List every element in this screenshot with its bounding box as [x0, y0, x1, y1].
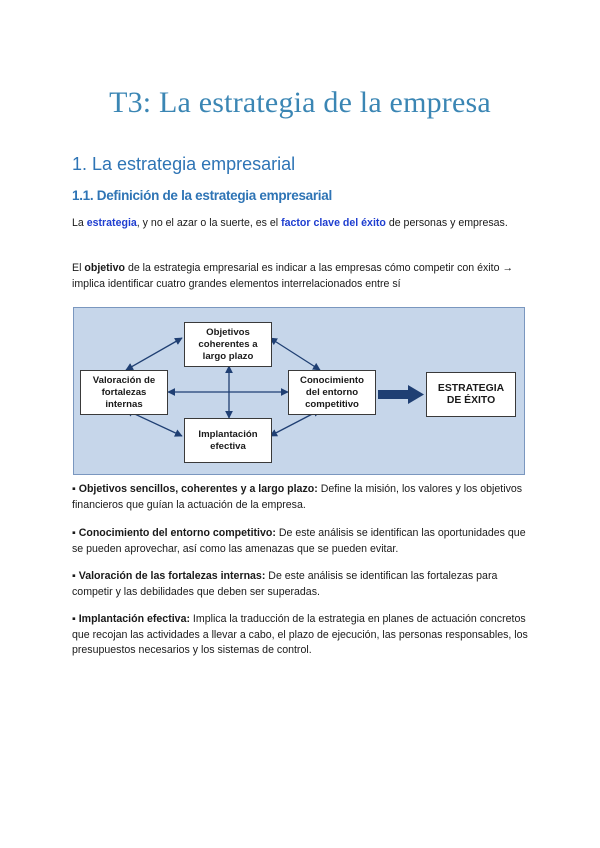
box-implementation: Implantación efectiva: [184, 418, 272, 463]
subsection-heading: 1.1. Definición de la estrategia empresarial: [72, 188, 332, 203]
bullet-title: Conocimiento del entorno competitivo:: [78, 527, 276, 539]
intro-text-1: La: [72, 217, 87, 229]
intro-highlight-strategy: estrategia: [86, 217, 137, 229]
intro-highlight-key-factor: factor clave del éxito: [281, 217, 386, 229]
objective-bold: objetivo: [84, 262, 125, 274]
page-title: T3: La estrategia de la empresa: [109, 86, 491, 119]
bullet-marker: ▪: [72, 613, 76, 625]
bullet-strengths: [72, 569, 538, 600]
objective-text-2: de la estrategia empresarial es indicar a las empresas cómo competir con éxito → implica identificar cuatro grandes elementos interrelacionados entre sí: [72, 262, 514, 290]
bullet-text: Implica la traducción de la estrategia en planes de actuación concretos que recojan las actividades a llevar a cabo, el plazo de ejecución, las personas responsables, los presupuestos necesarios y los sistemas de control.: [72, 613, 528, 656]
strategy-diagram: [73, 307, 525, 475]
bullet-text: Define la misión, los valores y los objetivos financieros que guían la actuación de la empresa.: [72, 483, 523, 511]
box-environment: Conocimiento del entorno competitivo: [288, 370, 376, 415]
bullet-environment: [72, 526, 538, 557]
intro-text-2: , y no el azar o la suerte, es el: [136, 217, 282, 229]
bullet-text: De este análisis se identifican las oportunidades que se pueden aprovechar, así como las amenazas que se pueden evitar.: [72, 527, 526, 555]
box-strengths: Valoración de fortalezas internas: [80, 370, 168, 415]
objective-paragraph: [72, 261, 538, 292]
bullet-text: De este análisis se identifican las fortalezas para competir y las debilidades que deben ser superadas.: [72, 570, 498, 598]
arrow-objectives-strengths: [126, 338, 182, 370]
section-heading: 1. La estrategia empresarial: [72, 154, 296, 174]
arrow-objectives-environment: [270, 338, 320, 370]
intro-paragraph: [72, 216, 538, 232]
bullet-marker: ▪: [72, 527, 76, 539]
bullet-objectives: [72, 482, 538, 513]
intro-text-3: de personas y empresas.: [385, 217, 508, 229]
bullet-marker: ▪: [72, 570, 76, 582]
box-success-strategy: ESTRATEGIA DE ÉXITO: [426, 372, 516, 417]
bullet-title: Valoración de las fortalezas internas:: [78, 570, 266, 582]
bullet-title: Implantación efectiva:: [78, 613, 190, 625]
bullet-implementation: [72, 612, 538, 659]
arrow-to-success: [378, 385, 424, 404]
objective-text-1: El: [72, 262, 85, 274]
bullet-marker: ▪: [72, 483, 76, 495]
box-objectives: Objetivos coherentes a largo plazo: [184, 322, 272, 367]
bullet-title: Objetivos sencillos, coherentes y a largo plazo:: [78, 483, 318, 495]
